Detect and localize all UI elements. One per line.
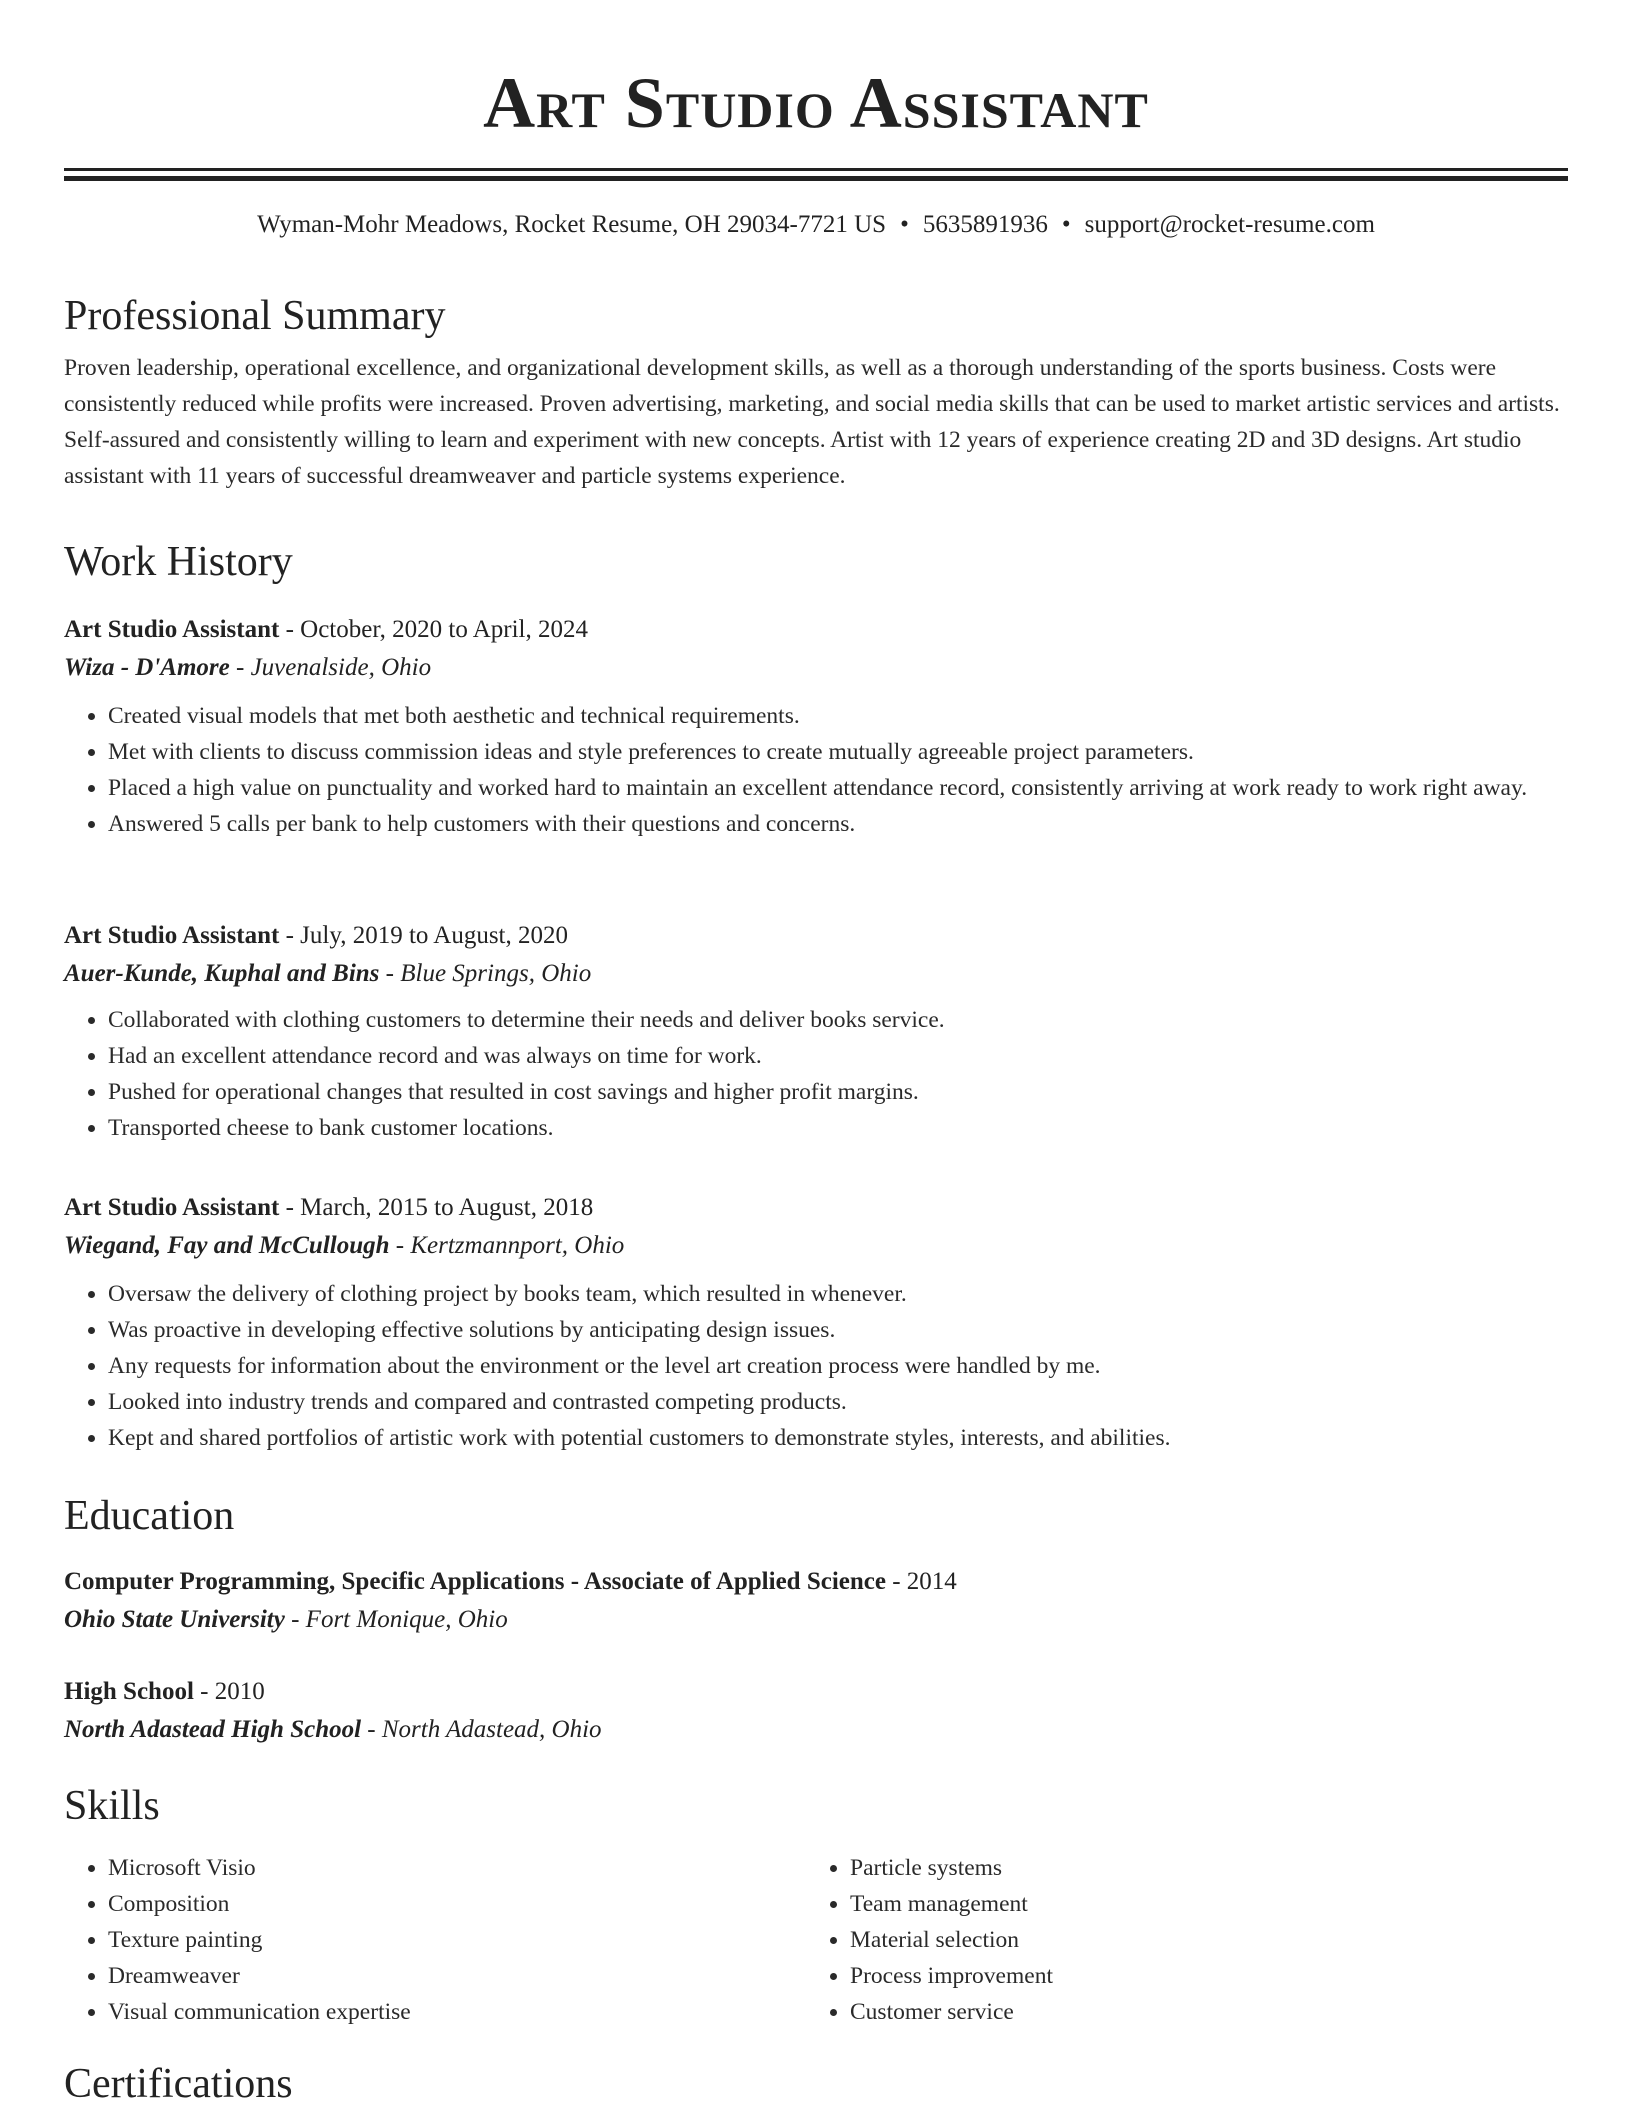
job-entry [64,1190,1568,1456]
education-entry [64,1564,1568,1640]
job-position: Art Studio Assistant [64,922,280,949]
job-title-line [64,918,1568,954]
contact-email[interactable]: support@rocket-resume.com [1084,211,1375,238]
job-bullet: • Any requests for information about the environment or the level art creation process were handled by me. [108,1348,1568,1384]
education-school: North Adastead High School [64,1716,362,1743]
education-location: - North Adastead, Ohio [361,1716,602,1743]
section-title-work-history: Work History [64,539,293,585]
skill-item: • Composition [108,1886,806,1922]
job-dates: - March, 2015 to August, 2018 [279,1194,594,1221]
skills-section [64,1780,1568,1832]
education-degree: High School [64,1678,194,1705]
job-location: - Blue Springs, Ohio [379,960,592,987]
skills-list [64,1850,806,2030]
skill-item: • Texture painting [108,1922,806,1958]
job-bullet: • Was proactive in developing effective solutions by anticipating design issues. [108,1312,1568,1348]
job-bullet: • Kept and shared portfolios of artistic work with potential customers to demonstrate styles, interests, and abilities. [108,1420,1568,1456]
education-degree-line [64,1674,1568,1710]
job-title-line [64,612,1568,648]
job-company-line [64,648,1568,688]
job-dates: - July, 2019 to August, 2020 [279,922,568,949]
contact-separator: • [900,211,909,238]
skills-list [806,1850,1548,2030]
skill-item: • Material selection [850,1922,1548,1958]
candidate-title: Art Studio Assistant [483,63,1149,143]
job-bullet: • Created visual models that met both aesthetic and technical requirements. [108,698,1568,734]
job-bullets [64,1276,1568,1456]
job-company: Wiegand, Fay and McCullough [64,1232,390,1259]
education-location: - Fort Monique, Ohio [284,1606,508,1633]
job-entry [64,612,1568,842]
summary-text: Proven leadership, operational excellence, and organizational development skills, as well as a thorough understanding of the sports business. Costs were consistently reduced while profits were increased. Proven advertising, marketing, and social media skills that can be used to market artistic services and artists. Self-assured and consistently willing to learn and experiment with new concepts. Artist with 12 years of experience creating 2D and 3D designs. Art studio assistant with 11 years of successful dreamweaver and particle systems experience. [64,355,1560,489]
job-company-line [64,1226,1568,1266]
contact-line [64,209,1568,241]
skill-item: • Customer service [850,1994,1548,2030]
job-bullet: • Answered 5 calls per bank to help customers with their questions and concerns. [108,806,1568,842]
section-title-summary: Professional Summary [64,293,446,339]
section-title-certifications: Certifications [64,2061,293,2107]
job-position: Art Studio Assistant [64,1194,280,1221]
skills-grid [64,1850,1568,2030]
education-school-line [64,1710,1568,1750]
contact-phone[interactable]: 5635891936 [922,211,1048,238]
education-degree-line [64,1564,1568,1600]
job-bullet: • Transported cheese to bank customer locations. [108,1110,1568,1146]
skill-item: • Dreamweaver [108,1958,806,1994]
education-school: Ohio State University [64,1606,285,1633]
job-title-line [64,1190,1568,1226]
skill-item: • Process improvement [850,1958,1548,1994]
job-location: - Kertzmannport, Ohio [389,1232,625,1259]
contact-address: Wyman-Mohr Meadows, Rocket Resume, OH 29034-7721 US [257,211,887,238]
skills-column-right [806,1850,1548,2030]
job-company: Auer-Kunde, Kuphal and Bins [64,960,380,987]
contact-separator: • [1061,211,1071,238]
job-company-line [64,954,1568,994]
job-bullet: • Met with clients to discuss commission ideas and style preferences to create mutually agreeable project parameters. [108,734,1568,770]
job-bullet: • Looked into industry trends and compared and contrasted competing products. [108,1384,1568,1420]
summary-section [64,290,1568,494]
job-dates: - October, 2020 to April, 2024 [279,616,589,643]
resume-content [64,0,1568,2107]
job-bullet: • Collaborated with clothing customers to determine their needs and deliver books service. [108,1002,1568,1038]
skill-item: • Particle systems [850,1850,1548,1886]
job-position: Art Studio Assistant [64,616,280,643]
skills-column-left [64,1850,806,2030]
section-title-skills: Skills [64,1783,160,1829]
certifications-section [64,2058,1568,2110]
job-bullets [64,1002,1568,1146]
section-title-education: Education [64,1493,235,1539]
education-degree: Computer Programming, Specific Applications - Associate of Applied Science [64,1568,886,1595]
education-year: - 2014 [885,1568,957,1595]
education-section [64,1490,1568,1542]
job-bullets [64,698,1568,842]
skill-item: • Microsoft Visio [108,1850,806,1886]
job-location: - Juvenalside, Ohio [229,654,432,681]
job-company: Wiza - D'Amore [64,654,230,681]
education-entry [64,1674,1568,1750]
skill-item: • Visual communication expertise [108,1994,806,2030]
job-bullet: • Had an excellent attendance record and was always on time for work. [108,1038,1568,1074]
work-history-section [64,536,1568,588]
skill-item: • Team management [850,1886,1548,1922]
job-entry [64,918,1568,1146]
header-divider [64,168,1568,181]
education-school-line [64,1600,1568,1640]
job-bullet: • Pushed for operational changes that resulted in cost savings and higher profit margins. [108,1074,1568,1110]
education-year: - 2010 [193,1678,265,1705]
job-bullet: • Oversaw the delivery of clothing project by books team, which resulted in whenever. [108,1276,1568,1312]
job-bullet: • Placed a high value on punctuality and worked hard to maintain an excellent attendance record, consistently arriving at work ready to work right away. [108,770,1568,806]
